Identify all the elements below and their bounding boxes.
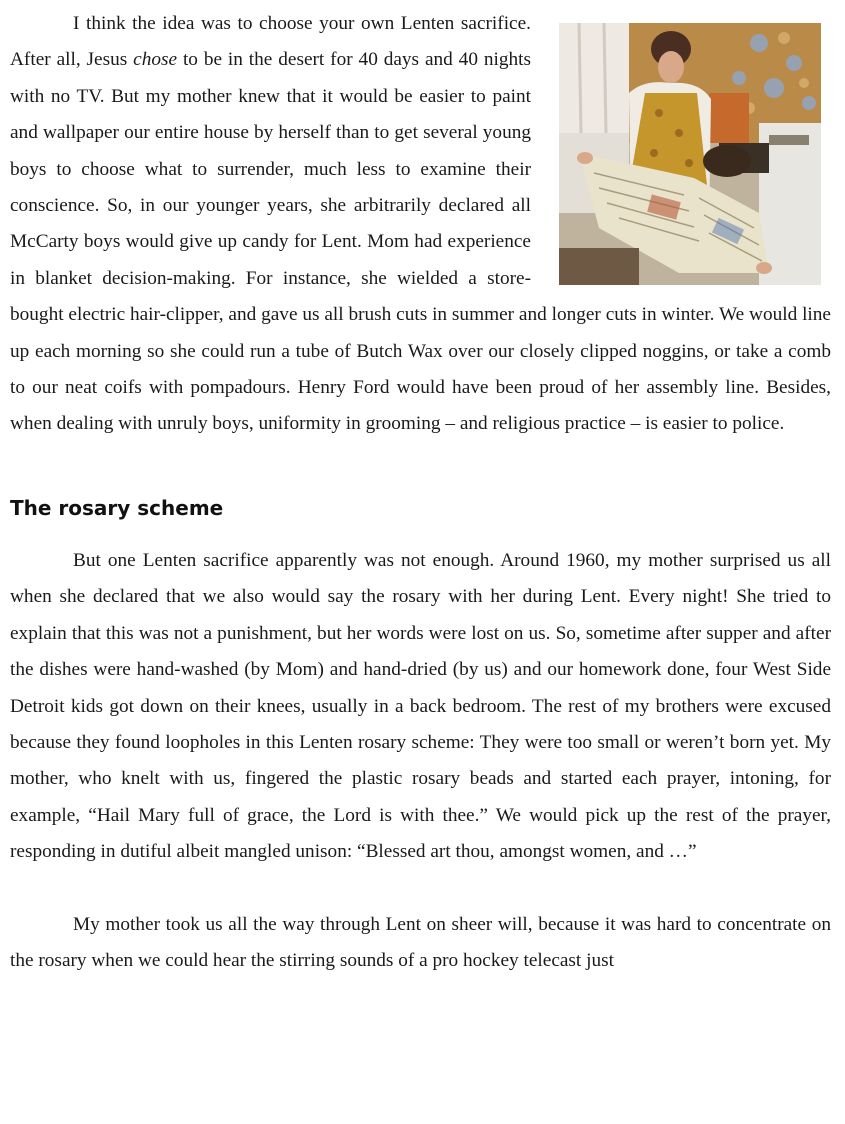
paragraph-rosary: But one Lenten sacrifice apparently was not enough. Around 1960, my mother surprised us all when she declared that we also would say the rosary with her during Lent. Every night! She tried to explain that this was not a punishment, but her words were lost on us. So, sometime after supper and after the dishes were hand-washed (by Mom) and hand-dried (by us) and our homework done, four West Side Detroit kids got down on their knees, usually in a back bedroom. The rest of my brothers were excused because they found loopholes in this Lenten rosary scheme: They were too small or weren’t born yet. My mother, who knelt with us, fingered the plastic rosary beads and started each prayer, intoning, for example, “Hail Mary full of grace, the Lord is with thee.” We would pick up the rest of the prayer, responding in dutiful albeit mangled unison: “Blessed art thou, amongst women, and …” — [10, 549, 831, 863]
photo-image-icon — [559, 23, 821, 285]
section-heading: The rosary scheme — [10, 495, 224, 520]
document-page — [10, 6, 831, 979]
photo-mother-reading-newspaper — [559, 23, 821, 285]
paragraph-1-part-b: to be in the desert for 40 days and 40 nights with no TV. But my mother knew that it would be easier to paint and wallpaper our entire house by herself than to get several young boys to choose what to surrender, much less to examine their conscience. So, in our younger years, she arbitrarily declared all McCarty boys would give up candy for Lent. Mom had experience in blanket decision-making. For instance, she wielded a store-bought electric hair-clipper, and gave us all brush cuts in summer and longer cuts in winter. We would line up each morning so she could run a tube of Butch Wax over our closely clipped noggins, or take a comb to our neat coifs with pompadours. Henry Ford would have been proud of her assembly line. Besides, when dealing with unruly boys, uniformity in grooming – and religious practice – is easier to police. — [10, 49, 831, 435]
paragraph-1-emphasis: chose — [133, 49, 178, 71]
paragraph-hockey: My mother took us all the way through Lent on sheer will, because it was hard to concentrate on the rosary when we could hear the stirring sounds of a pro hockey telecast just — [10, 913, 831, 971]
paragraph-1-part-a: I think the idea was to choose your own Lenten sacrifice. After all, Jesus — [10, 13, 531, 71]
